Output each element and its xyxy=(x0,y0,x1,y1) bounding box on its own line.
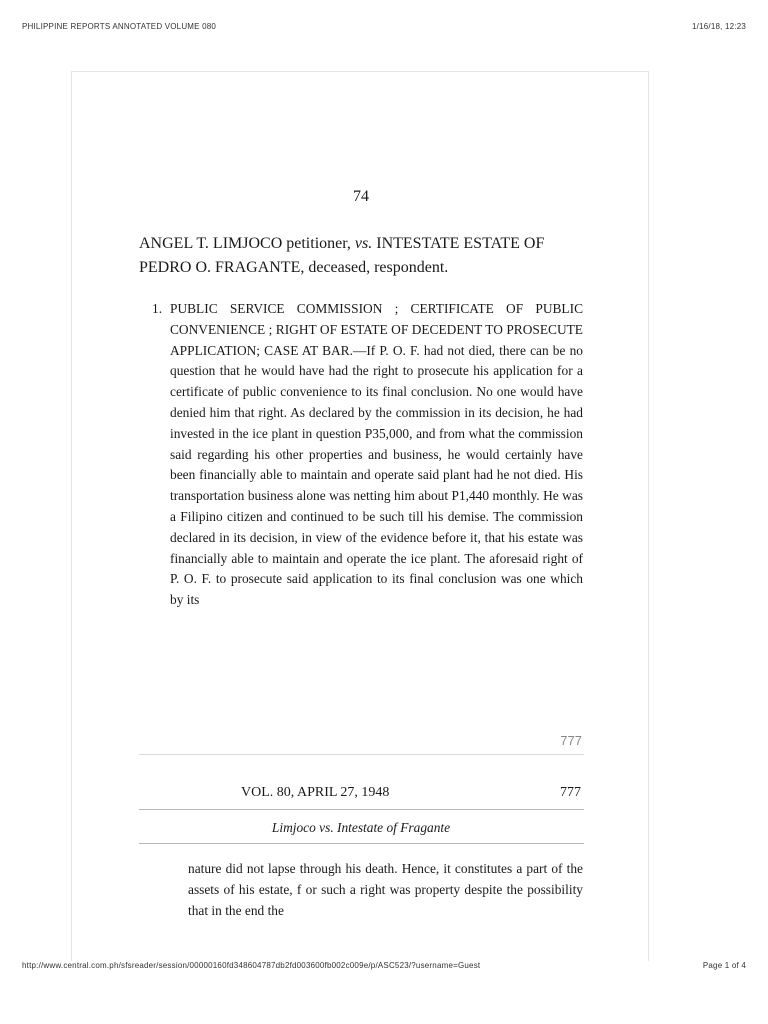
print-footer-url: http://www.central.com.ph/sfsreader/session/00000160fd348604787db2fd003600fb002c009e/p/ASC523/?username=Guest xyxy=(22,961,481,970)
running-head-divider-top xyxy=(139,809,584,810)
case-title-parties: ANGEL T. LIMJOCO petitioner, xyxy=(139,235,355,252)
syllabus-paragraph xyxy=(152,299,583,611)
margin-page-number: 777 xyxy=(560,733,582,748)
page-break-divider xyxy=(139,754,584,755)
syllabus-number: 1. xyxy=(152,301,163,316)
print-footer xyxy=(0,961,768,975)
page-number: 74 xyxy=(353,188,369,205)
print-header-timestamp: 1/16/18, 12:23 xyxy=(692,22,746,31)
document-page xyxy=(71,71,649,961)
case-title xyxy=(139,232,584,280)
print-header-title: PHILIPPINE REPORTS ANNOTATED VOLUME 080 xyxy=(22,22,217,31)
running-head-page: 777 xyxy=(560,785,581,800)
case-title-respondent: INTESTATE ESTATE OF PEDRO O. FRAGANTE, deceased, respondent. xyxy=(139,235,545,276)
print-header xyxy=(0,22,768,36)
case-short-title: Limjoco vs. Intestate of Fragante xyxy=(271,820,451,835)
running-head-volume-date: VOL. 80, APRIL 27, 1948 xyxy=(241,785,390,800)
running-head-divider-bottom xyxy=(139,843,584,844)
print-footer-page-info: Page 1 of 4 xyxy=(702,961,746,970)
case-title-versus: vs. xyxy=(354,235,373,252)
syllabus-text: PUBLIC SERVICE COMMISSION ; CERTIFICATE OF PUBLIC CONVENIENCE ; RIGHT OF ESTATE OF DECEDENT TO PROSECUTE APPLICATION; CASE AT BAR.—If P. O. F. had not died, there can be no question that he would have had the right to prosecute his application for a certificate of public convenience to its final conclusion. No one would have denied him that right. As declared by the commission in its decision, he had invested in the ice plant in question P35,000, and from what the commission said regarding his other properties and business, he would certainly have been financially able to maintain and operate said plant had he not died. His transportation business alone was netting him about P1,440 monthly. He was a Filipino citizen and continued to be such till his demise. The commission declared in its decision, in view of the evidence before it, that his estate was financially able to maintain and operate the ice plant. The aforesaid right of P. O. F. to prosecute said application to its final conclusion was one which by its xyxy=(170,301,583,608)
continuation-paragraph: nature did not lapse through his death. Hence, it constitutes a part of the assets of his estate, f or such a right was property despite the possibility that in the end the xyxy=(188,861,583,918)
